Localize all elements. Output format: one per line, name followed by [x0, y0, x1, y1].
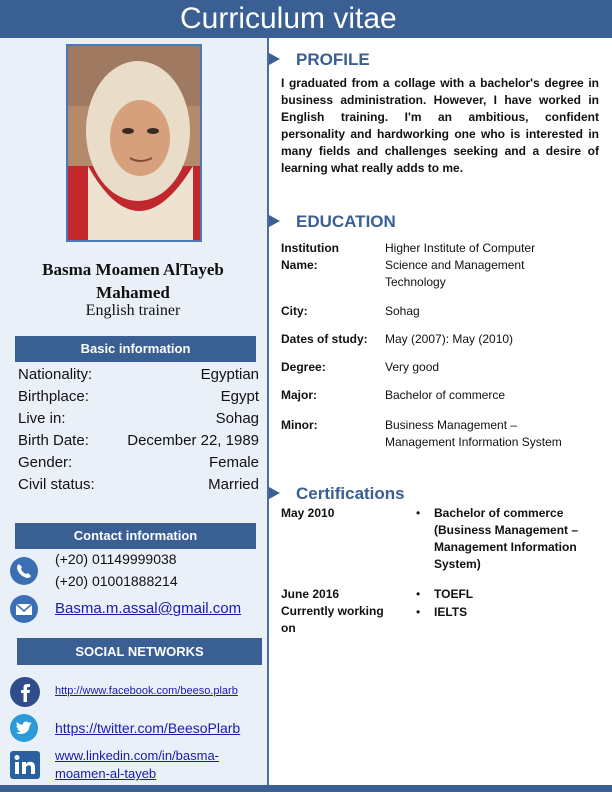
edu-label-institution: Institution Name: [281, 241, 339, 272]
edu-label-minor: Minor: [281, 418, 318, 432]
edu-value-institution: Higher Institute of Computer Science and Management Technology [385, 241, 536, 289]
person-name [0, 258, 266, 304]
social-networks-heading: SOCIAL NETWORKS [17, 638, 262, 665]
info-value: Female [208, 454, 259, 471]
profile-heading: PROFILE [296, 50, 370, 69]
linkedin-icon [10, 751, 40, 784]
cert-date-1: May 2010 [281, 506, 335, 520]
info-row-live-in [18, 408, 259, 430]
cert-date-2: June 2016 Currently working on [281, 587, 384, 635]
email-icon [9, 594, 39, 629]
info-label: Birthplace: [18, 388, 89, 405]
job-title: English trainer [85, 302, 181, 319]
bullet-icon: • [416, 506, 421, 520]
info-row-gender [18, 452, 259, 474]
certifications-heading: Certifications [296, 484, 405, 503]
info-row-nationality [18, 364, 259, 386]
cert-item: TOEFL [434, 587, 474, 601]
email-link[interactable]: Basma.m.assal@gmail.com [55, 600, 242, 617]
phone-number-2[interactable]: (+20) 01001888214 [55, 573, 178, 589]
profile-text: I graduated from a collage with a bachelor's degree in business administration. However, I have worked in English training. I'm an ambitious, confident personality and hardworking one who is interested in many fields and challenges seeking and a desire of learning what really adds to me. [281, 76, 599, 175]
person-name-line2: Mahamed [96, 283, 170, 302]
twitter-icon [9, 713, 39, 748]
info-label: Civil status: [18, 476, 95, 493]
contact-info-heading: Contact information [15, 523, 256, 549]
edu-label-dates: Dates of study: [281, 332, 368, 346]
page-title: Curriculum vitae [180, 2, 397, 35]
profile-arrow-icon [269, 53, 280, 65]
info-label: Birth Date: [18, 432, 89, 449]
profile-photo [66, 44, 202, 242]
edu-label-major: Major: [281, 388, 317, 402]
education-heading: EDUCATION [296, 212, 396, 231]
phone-number-1[interactable]: (+20) 01149999038 [55, 551, 177, 567]
edu-value-degree: Very good [385, 360, 440, 374]
header-bar [0, 0, 612, 38]
info-value: Married [208, 476, 259, 493]
info-value: December 22, 1989 [127, 432, 259, 449]
cert-item: Bachelor of commerce (Business Management – Management Information System) [434, 506, 579, 571]
info-row-civil-status [18, 474, 259, 496]
info-label: Nationality: [18, 366, 93, 383]
certifications-arrow-icon [269, 487, 280, 499]
info-row-birthplace [18, 386, 259, 408]
phone-icon [9, 556, 39, 591]
bullet-icon: • [416, 587, 421, 601]
linkedin-link-line1: www.linkedin.com/in/basma- [55, 748, 220, 763]
edu-value-major: Bachelor of commerce [385, 388, 506, 402]
edu-value-dates: May (2007): May (2010) [385, 332, 514, 346]
person-name-line1: Basma Moamen AlTayeb [42, 260, 224, 279]
info-value: Egypt [220, 388, 259, 405]
info-row-birth-date [18, 430, 259, 452]
info-label: Gender: [18, 454, 73, 471]
footer-bar [0, 785, 612, 792]
info-value: Egyptian [200, 366, 259, 383]
facebook-link[interactable]: http://www.facebook.com/beeso.plarb [55, 685, 238, 697]
facebook-icon [9, 676, 41, 713]
cert-item: IELTS [434, 605, 468, 619]
linkedin-link[interactable] [55, 747, 219, 783]
edu-label-city: City: [281, 304, 308, 318]
column-divider [267, 38, 269, 785]
edu-label-degree: Degree: [281, 360, 326, 374]
bullet-icon: • [416, 605, 421, 619]
basic-info-heading: Basic information [15, 336, 256, 362]
edu-value-minor: Business Management – Management Information System [385, 418, 562, 449]
edu-value-city: Sohag [385, 304, 420, 318]
info-label: Live in: [18, 410, 66, 427]
twitter-link[interactable]: https://twitter.com/BeesoPlarb [55, 720, 241, 736]
info-value: Sohag [215, 410, 259, 427]
education-arrow-icon [269, 215, 280, 227]
linkedin-link-line2: moamen-al-tayeb [55, 766, 157, 781]
